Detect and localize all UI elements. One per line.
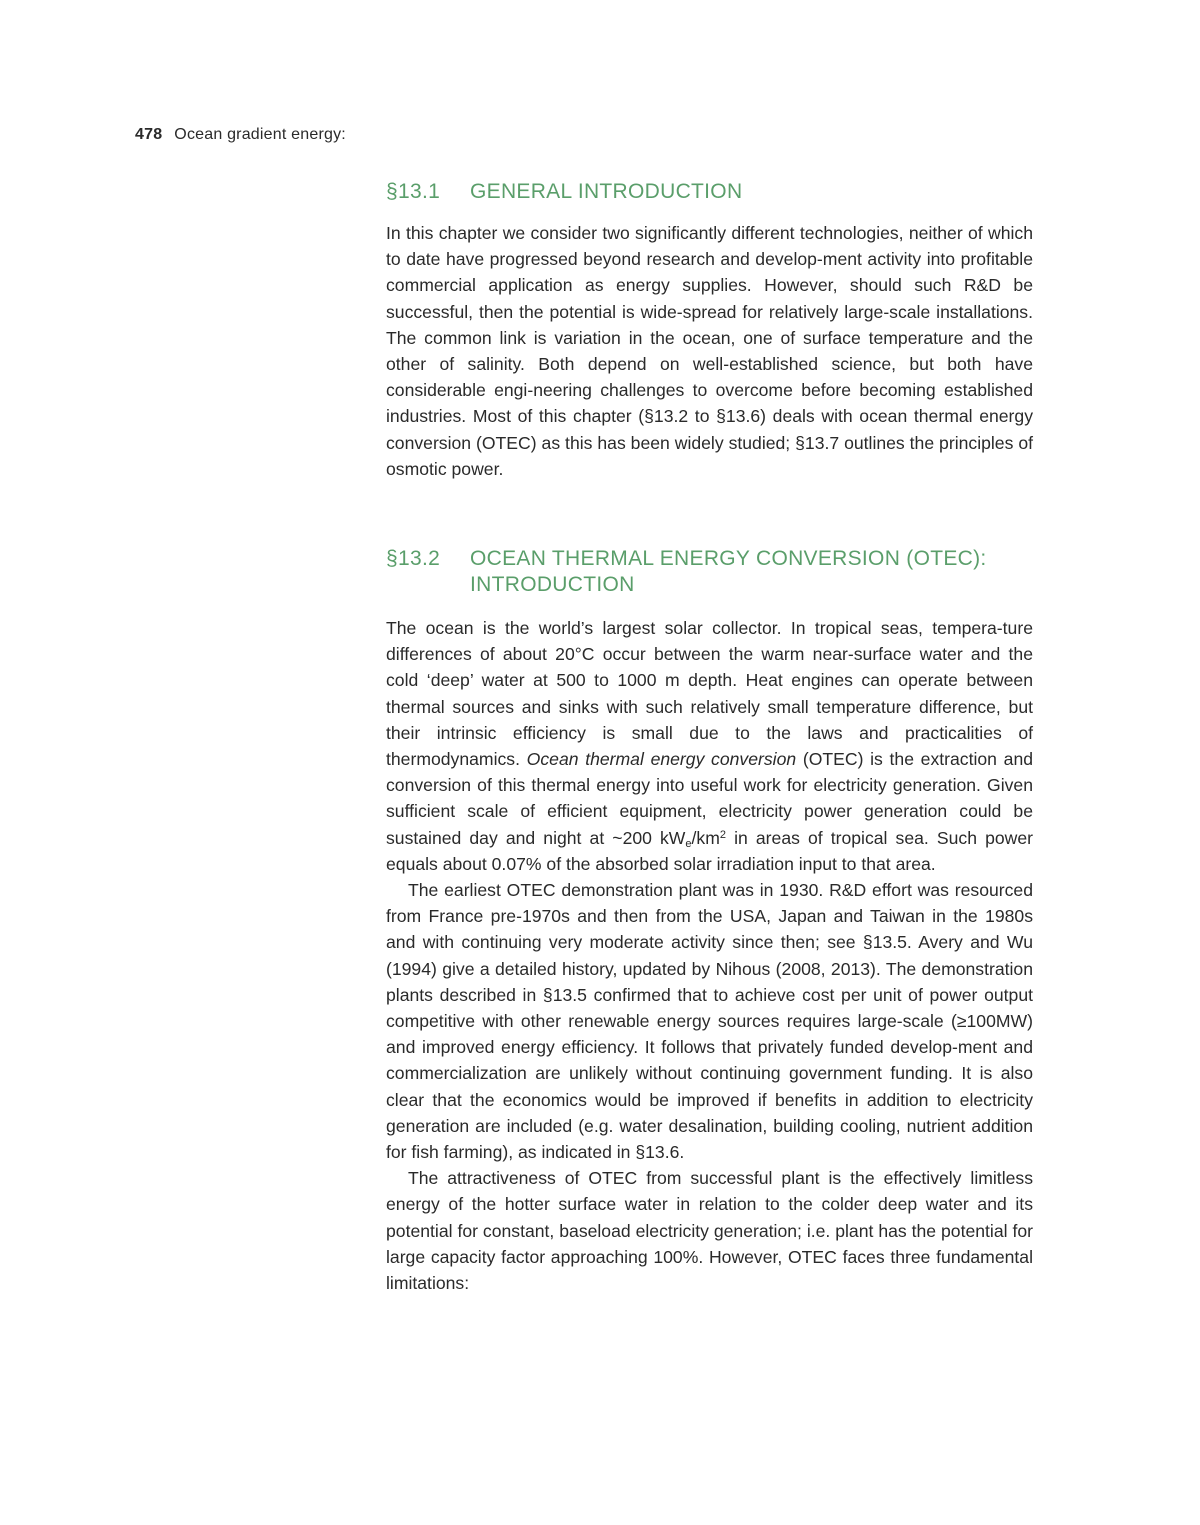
text-run: in areas of tropical sea. Such power equals about 0.07% of the absorbed solar irradiation input to that area. — [386, 827, 1033, 874]
section-number: §13.1 — [386, 180, 441, 203]
subscript: e — [685, 837, 692, 850]
section-13-2-body — [386, 615, 1033, 1296]
section-13-1-heading — [386, 179, 1033, 205]
text-run: (OTEC) is the extraction and conversion of this thermal energy into useful work for electricity generation. Given sufficient scale of efficient equipment, electricity power generation could be sustained day and night at ~200 kW — [386, 749, 1034, 848]
section-13-1-body — [386, 220, 1033, 482]
running-head-title: Ocean gradient energy: — [174, 126, 346, 143]
paragraph: In this chapter we consider two significantly different technologies, neither of which to date have progressed beyond research and develop-ment activity into profitable commercial application as energy supplies. However, should such R&D be successful, then the potential is wide-spread for relatively large-scale installations. The common link is variation in the ocean, one of surface temperature and the other of salinity. Both depend on well-established science, but both have considerable engi-neering challenges to overcome before becoming established industries. Most of this chapter (§13.2 to §13.6) deals with ocean thermal energy conversion (OTEC) as this has been widely studied; §13.7 outlines the principles of osmotic power. — [386, 223, 1033, 479]
italic-term: Ocean thermal energy conversion — [526, 749, 797, 770]
text-run: The ocean is the world’s largest solar collector. In tropical seas, tempera-ture differences of about 20°C occur between the warm near-surface water and the cold ‘deep’ water at 500 to 1000 m depth. Heat engines can operate between thermal sources and sinks with such relatively small temperature difference, but their intrinsic efficiency is small due to the laws and practicalities of thermodynamics. — [386, 618, 1033, 770]
running-head — [135, 124, 346, 146]
superscript: 2 — [719, 828, 727, 841]
section-title: OCEAN THERMAL ENERGY CONVERSION (OTEC): INTRODUCTION — [470, 547, 987, 596]
paragraph: The attractiveness of OTEC from successful plant is the effectively limitless energy of the hotter surface water in relation to the colder deep water and its potential for constant, baseload electricity generation; i.e. plant has the potential for large capacity factor approaching 100%. However, OTEC faces three fundamental limitations: — [386, 1168, 1033, 1294]
section-title: GENERAL INTRODUCTION — [470, 180, 743, 203]
section-13-2-heading — [386, 546, 1033, 598]
paragraph: The earliest OTEC demonstration plant was in 1930. R&D effort was resourced from France pre-1970s and then from the USA, Japan and Taiwan in the 1980s and with continuing very moderate activity since then; see §13.5. Avery and Wu (1994) give a detailed history, updated by Nihous (2008, 2013). The demonstration plants described in §13.5 confirmed that to achieve cost per unit of power output competitive with other renewable energy sources requires large-scale (≥100MW) and improved energy efficiency. It follows that privately funded develop-ment and commercialization are unlikely without continuing government funding. It is also clear that the economics would be improved if benefits in addition to electricity generation are included (e.g. water desalination, building cooling, nutrient addition for fish farming), as indicated in §13.6. — [386, 880, 1033, 1163]
page-number: 478 — [135, 126, 163, 143]
section-number: §13.2 — [386, 547, 441, 570]
paragraph — [386, 615, 1033, 877]
text-run: /km — [691, 827, 720, 848]
